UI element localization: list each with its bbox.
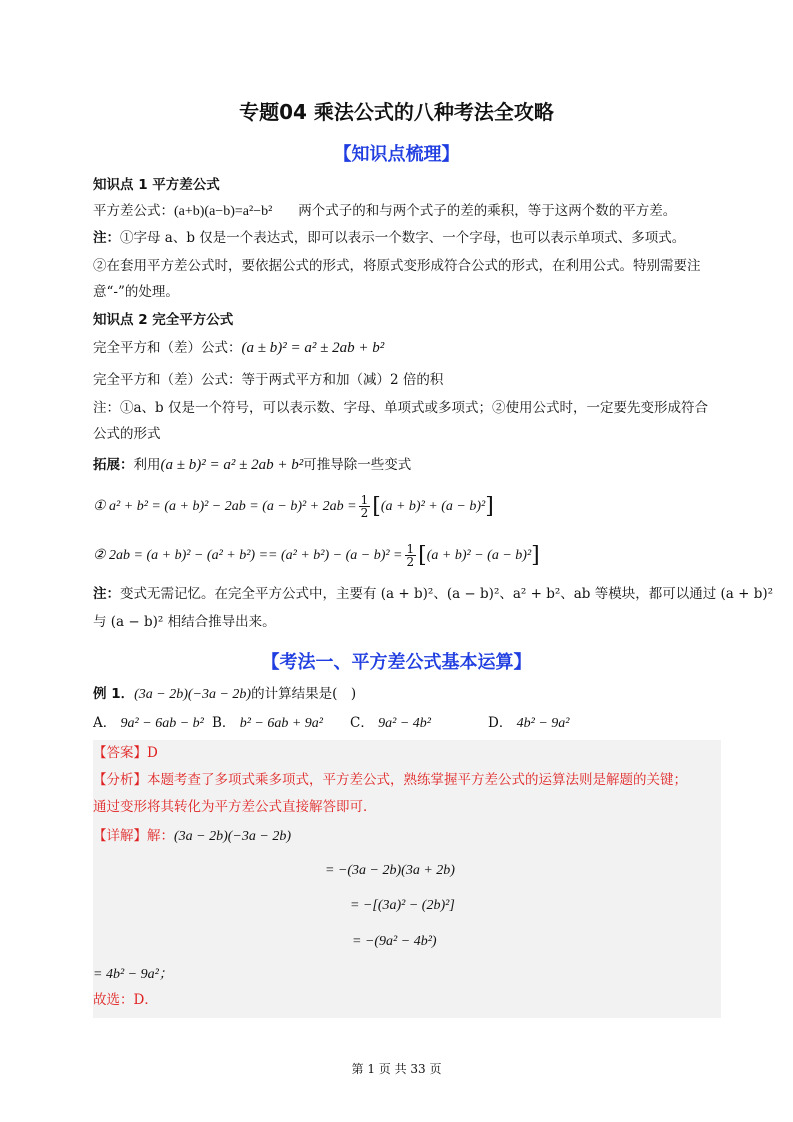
kp1-note1-line (93, 228, 685, 248)
section-method1-heading: 【考法一、平方差公式基本运算】 (261, 652, 532, 673)
detail-label: 【详解】解： (93, 828, 174, 844)
example1-text: 的计算结果是( ) (251, 686, 357, 702)
kp2-line1 (93, 338, 384, 358)
kp2-variant1: ① a² + b² = (a + b)² − 2ab = (a − b)² + 2ab = $\frac{1}{2}$ [(a + b)² + (a − b)²] (93, 493, 494, 520)
conclusion: 故选：D． (93, 992, 158, 1008)
kp1-formula-desc: 两个式子的和与两个式子的差的乘积，等于这两个数的平方差。 (298, 203, 677, 219)
option-d-expr: 4b² − 9a² (516, 716, 570, 731)
step1-expr: = −(3a − 2b)(3a + 2b) (325, 863, 455, 878)
option-c-letter: C． (350, 715, 374, 731)
section-knowledge-heading: 【知识点梳理】 (333, 144, 460, 165)
answer-line: 【答案】D (93, 745, 158, 761)
kp2-variant2: ② 2ab = (a + b)² − (a² + b²) == (a² + b²) − (a − b)² = $\frac{1}{2}$ [(a + b)² − (a − b)²] (93, 542, 540, 569)
step2-expr: = −[(3a)² − (2b)²] (350, 898, 455, 913)
kp1-formula: (a+b)(a−b)=a²−b² (174, 204, 273, 219)
fraction-denominator: 2 (360, 506, 369, 520)
fraction-numerator: 1 (406, 542, 415, 556)
kp1-note2-line2: 意“-”的处理。 (93, 284, 179, 300)
kp2-line1-label: 完全平方和（差）公式： (93, 340, 242, 356)
variant2-fraction (405, 543, 417, 568)
kp1-note1: ①字母 a、b 仅是一个表达式，即可以表示一个数字、一个字母，也可以表示单项式、多项式。 (120, 230, 686, 246)
step1 (325, 860, 455, 881)
detail-expr: (3a − 2b)(−3a − 2b) (174, 829, 291, 844)
kp2-line1-formula: (a ± b)² = a² ± 2ab + b² (241, 340, 385, 356)
option-d (488, 713, 569, 734)
page-footer: 第 1 页 共 33 页 (351, 1062, 442, 1076)
kp2-heading: 知识点 2 完全平方公式 (93, 312, 234, 328)
variant2-tail: (a + b)² − (a − b)² (426, 548, 532, 563)
kp2-line2: 完全平方和（差）公式：等于两式平方和加（减）2 倍的积 (93, 372, 444, 388)
option-b (212, 713, 323, 734)
option-b-letter: B． (212, 715, 236, 731)
page-title: 专题04 乘法公式的八种考法全攻略 (239, 100, 554, 124)
kp1-note2-line1: ②在套用平方差公式时，要依据公式的形式，将原式变形成符合公式的形式，在利用公式。特别需要注 (93, 258, 701, 274)
option-b-expr: b² − 6ab + 9a² (239, 716, 324, 731)
kp2-memo-label: 注： (93, 586, 120, 602)
step3 (352, 931, 437, 952)
variant1-expr: ① a² + b² = (a + b)² − 2ab = (a − b)² + 2ab = (93, 499, 357, 514)
kp2-ext-pre: 利用 (133, 457, 161, 473)
kp2-ext-label: 拓展： (93, 457, 134, 473)
example1-label: 例 1． (93, 686, 135, 702)
option-a-letter: A． (93, 715, 117, 731)
option-c-expr: 9a² − 4b² (378, 716, 431, 731)
option-a (93, 713, 204, 734)
variant1-fraction (359, 494, 371, 519)
step2 (350, 895, 455, 916)
kp2-note-line1: 注：①a、b 仅是一个符号，可以表示数、字母、单项式或多项式；②使用公式时，一定要先变形成符合 (93, 400, 708, 416)
option-c (350, 713, 431, 734)
example1-expr: (3a − 2b)(−3a − 2b) (134, 687, 252, 702)
kp1-formula-label: 平方差公式： (93, 203, 174, 219)
option-d-letter: D． (488, 715, 513, 731)
example1-question (93, 684, 356, 705)
kp2-ext-post: 可推导除一些变式 (303, 457, 412, 473)
kp2-note-line2: 公式的形式 (93, 426, 161, 442)
fraction-numerator: 1 (360, 493, 369, 507)
kp2-memo-text1: 变式无需记忆。在完全平方公式中，主要有 (a + b)²、(a − b)²、a² + b²、ab 等模块，都可以通过 (a + b)² (120, 586, 774, 602)
kp1-heading: 知识点 1 平方差公式 (93, 177, 220, 193)
step3-expr: = −(9a² − 4b²) (352, 934, 437, 949)
option-a-expr: 9a² − 6ab − b² (120, 716, 204, 731)
kp2-extension-line (93, 455, 411, 475)
step4 (93, 964, 173, 985)
detail-line (93, 826, 291, 847)
analysis-line2: 通过变形将其转化为平方差公式直接解答即可． (93, 799, 377, 815)
step4-expr: = 4b² − 9a²； (93, 967, 173, 982)
variant1-tail: (a + b)² + (a − b)² (380, 499, 486, 514)
analysis-line1: 【分析】本题考查了多项式乘多项式，平方差公式，熟练掌握平方差公式的运算法则是解题的关键； (93, 772, 687, 788)
kp2-memo-line2: 与 (a − b)² 相结合推导出来。 (93, 614, 276, 630)
kp1-formula-line (93, 201, 676, 222)
kp2-memo-line1 (93, 584, 773, 604)
variant2-expr: ② 2ab = (a + b)² − (a² + b²) == (a² + b²) − (a − b)² = (93, 548, 403, 563)
kp1-note-label: 注： (93, 230, 120, 246)
kp2-ext-formula: (a ± b)² = a² ± 2ab + b² (160, 457, 304, 473)
fraction-denominator: 2 (406, 555, 415, 569)
